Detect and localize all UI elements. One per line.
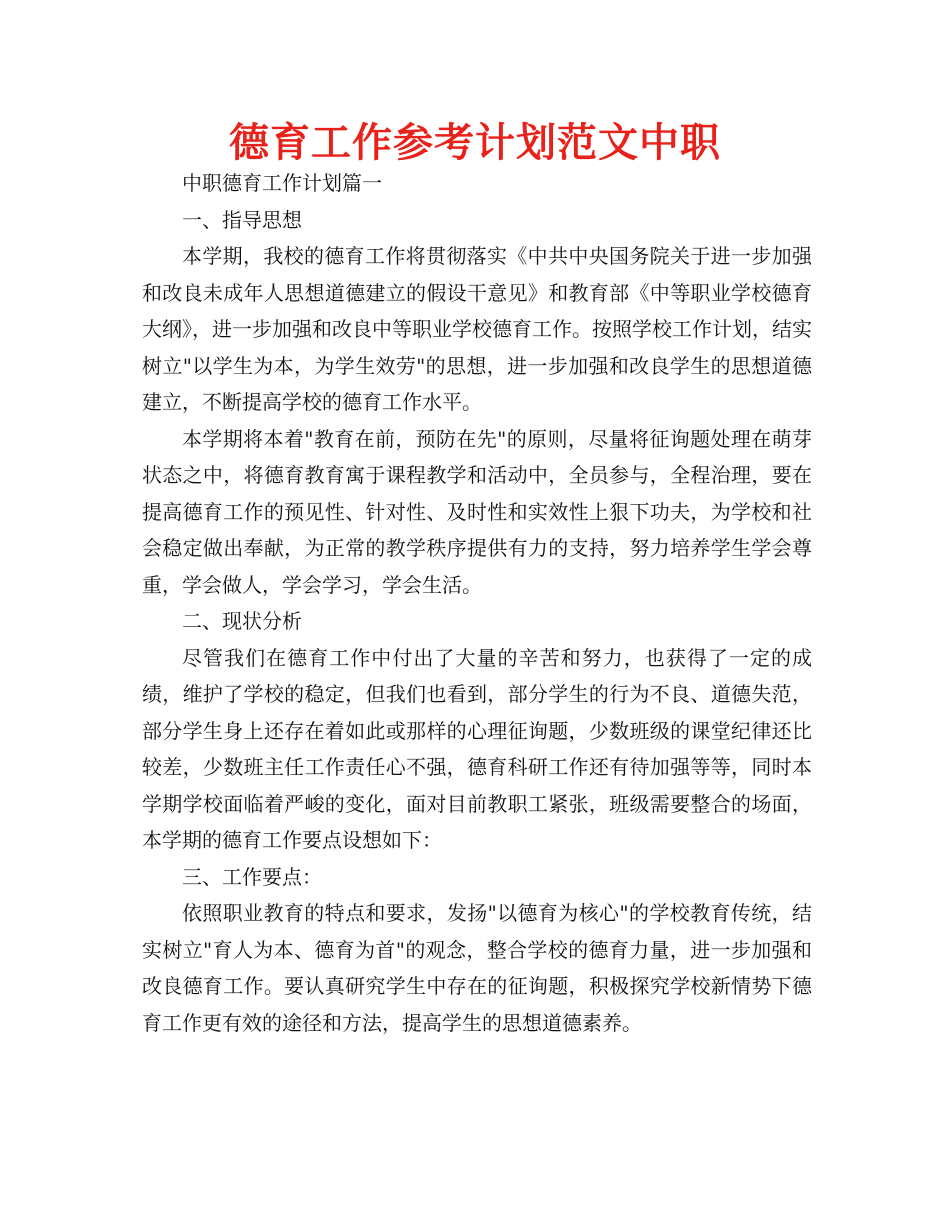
section-heading-work-points: 三、工作要点： — [182, 864, 322, 889]
section-heading-status-analysis: 二、现状分析 — [182, 609, 302, 633]
document-title: 德育工作参考计划范文中职 — [229, 120, 721, 166]
paragraph-work-points: 依照职业教育的特点和要求，发扬"以德育为核心"的学校教育传统，结实树立"育人为本、德育为首"的观念，整合学校的德育力量，进一步加强和改良德育工作。要认真研究学生中存在的征询题，积极探究学校新情势下德育工作更有效的途径和方法，提高学生的思想道德素养。 — [142, 901, 812, 1035]
document-body — [142, 165, 812, 1041]
section-heading-guiding-thought: 一、指导思想 — [182, 207, 302, 232]
section-heading-plan: 中职德育工作计划篇一 — [182, 171, 382, 195]
paragraph-principle: 本学期将本着"教育在前，预防在先"的原则，尽量将征询题处理在萌芽状态之中，将德育教育寓于课程教学和活动中，全员参与，全程治理，要在提高德育工作的预见性、针对性、及时性和实效性上狠下功夫，为学校和社会稳定做出奉献，为正常的教学秩序提供有力的支持，努力培养学生学会尊重，学会做人，学会学习，学会生活。 — [142, 426, 812, 597]
paragraph-status-analysis: 尽管我们在德育工作中付出了大量的辛苦和努力，也获得了一定的成绩，维护了学校的稳定，但我们也看到，部分学生的行为不良、道德失范，部分学生身上还存在着如此或那样的心理征询题，少数班级的课堂纪律还比较差，少数班主任工作责任心不强，德育科研工作还有待加强等等，同时本学期学校面临着严峻的变化，面对目前教职工紧张，班级需要整合的场面，本学期的德育工作要点设想如下： — [142, 645, 812, 852]
paragraph-guiding-thought: 本学期，我校的德育工作将贯彻落实《中共中央国务院关于进一步加强和改良未成年人思想道德建立的假设干意见》和教育部《中等职业学校德育大纲》，进一步加强和改良中等职业学校德育工作。按照学校工作计划，结实树立"以学生为本，为学生效劳"的思想，进一步加强和改良学生的思想道德建立，不断提高学校的德育工作水平。 — [142, 244, 812, 414]
